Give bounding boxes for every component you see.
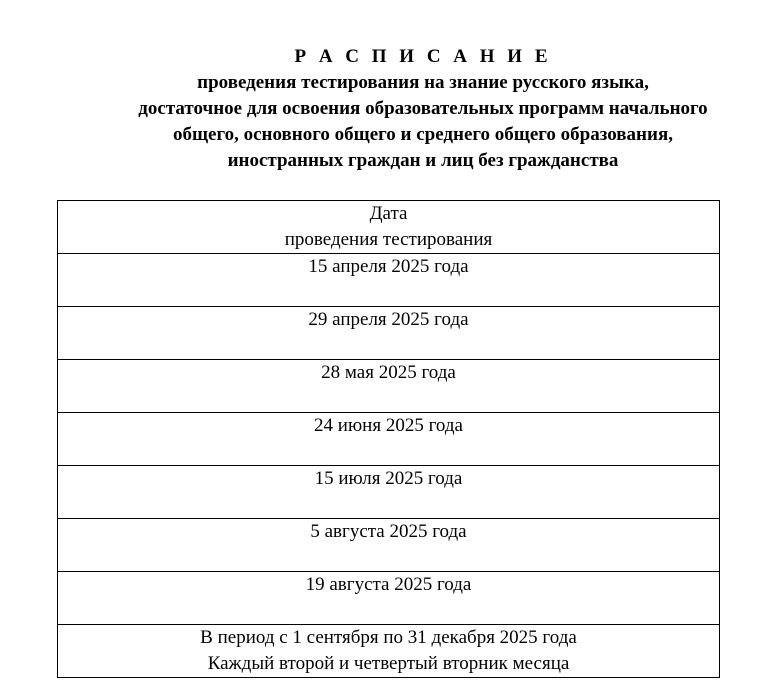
table-header-row xyxy=(58,201,720,254)
date-cell: 15 июля 2025 года xyxy=(58,466,720,519)
heading-line-1: проведения тестирования на знание русского языка, xyxy=(197,72,649,93)
table-row xyxy=(58,413,720,466)
schedule-table xyxy=(57,200,720,678)
date-cell: 28 мая 2025 года xyxy=(58,360,720,413)
table-row xyxy=(58,519,720,572)
final-period-cell xyxy=(58,625,720,678)
date-cell: 15 апреля 2025 года xyxy=(58,254,720,307)
header-line-2: проведения тестирования xyxy=(284,229,493,250)
heading-line-2: достаточное для освоения образовательных программ начального xyxy=(138,98,708,119)
table-row xyxy=(58,572,720,625)
date-cell: 24 июня 2025 года xyxy=(58,413,720,466)
table-row xyxy=(58,254,720,307)
heading-line-3: общего, основного общего и среднего общего образования, xyxy=(173,124,673,145)
table-row xyxy=(58,466,720,519)
date-cell: 29 апреля 2025 года xyxy=(58,307,720,360)
date-cell: 19 августа 2025 года xyxy=(58,572,720,625)
document-heading xyxy=(0,44,780,174)
table-row xyxy=(58,307,720,360)
heading-line-4: иностранных граждан и лиц без гражданства xyxy=(227,150,619,171)
final-schedule-line: Каждый второй и четвертый вторник месяца xyxy=(207,653,570,674)
table-row xyxy=(58,360,720,413)
table-row-final xyxy=(58,625,720,678)
document-title: Р А С П И С А Н И Е xyxy=(294,46,552,67)
header-line-1: Дата xyxy=(369,203,408,224)
table-header-cell xyxy=(58,201,720,254)
final-period-line: В период с 1 сентября по 31 декабря 2025 года xyxy=(200,627,577,648)
date-cell: 5 августа 2025 года xyxy=(58,519,720,572)
